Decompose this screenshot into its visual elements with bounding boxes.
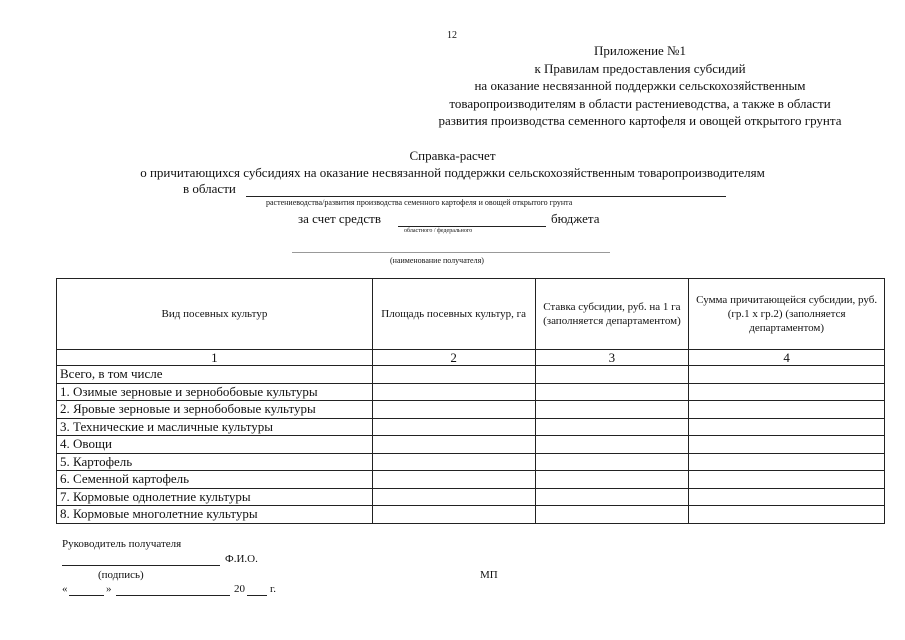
row-label: 5. Картофель (57, 453, 373, 471)
header-rate: Ставка субсидии, руб. на 1 га (заполняется департаментом) (535, 279, 689, 350)
rate-cell[interactable] (535, 366, 689, 384)
signature-field[interactable] (62, 554, 220, 566)
sum-cell[interactable] (689, 383, 885, 401)
sum-cell[interactable] (689, 436, 885, 454)
title-subheading: о причитающихся субсидиях на оказание несвязанной поддержки сельскохозяйственным товаропроизводителям (140, 165, 765, 180)
date-close-quote: » (106, 583, 112, 595)
annex-line: к Правилам предоставления субсидий (534, 60, 746, 76)
sum-cell[interactable] (689, 471, 885, 489)
year-suffix: г. (270, 583, 277, 595)
day-field[interactable] (69, 583, 104, 596)
annex-line: на оказание несвязанной поддержки сельскохозяйственным (474, 78, 806, 93)
rate-cell[interactable] (535, 506, 689, 524)
area-cell[interactable] (372, 366, 535, 384)
rate-cell[interactable] (535, 453, 689, 471)
table-row (57, 453, 885, 471)
header-crop-type: Вид посевных культур (57, 279, 373, 350)
rate-cell[interactable] (535, 436, 689, 454)
column-number: 1 (57, 350, 373, 366)
table-row (57, 436, 885, 454)
table-row (57, 418, 885, 436)
column-number: 3 (535, 350, 689, 366)
rate-cell[interactable] (535, 471, 689, 489)
column-number-row (57, 350, 885, 366)
table-row (57, 506, 885, 524)
annex-line: товаропроизводителям в области растениеводства, а также в области (449, 95, 831, 111)
rate-cell[interactable] (535, 401, 689, 419)
area-cell[interactable] (372, 471, 535, 489)
annex-line: Приложение №1 (594, 43, 686, 58)
year-field[interactable] (247, 583, 267, 596)
rate-cell[interactable] (535, 418, 689, 436)
table-row (57, 488, 885, 506)
area-cell[interactable] (372, 506, 535, 524)
row-label: 2. Яровые зерновые и зернобобовые культуры (57, 401, 373, 419)
region-label: в области (183, 181, 236, 196)
budget-suffix: бюджета (551, 211, 600, 226)
budget-hint: областного / федерального (404, 228, 473, 234)
sum-cell[interactable] (689, 506, 885, 524)
header-sum: Сумма причитающейся субсидии, руб. (гр.1 х гр.2) (заполняется департаментом) (689, 279, 885, 350)
row-label: 7. Кормовые однолетние культуры (57, 488, 373, 506)
table-row (57, 471, 885, 489)
area-cell[interactable] (372, 401, 535, 419)
sum-cell[interactable] (689, 453, 885, 471)
area-cell[interactable] (372, 488, 535, 506)
annex-line: развития производства семенного картофеля и овощей открытого грунта (438, 113, 842, 128)
budget-prefix: за счет средств (298, 211, 381, 226)
year-prefix: 20 (234, 583, 245, 595)
date-open-quote: « (62, 583, 68, 595)
area-cell[interactable] (372, 418, 535, 436)
region-hint: растениеводства/развития производства семенного картофеля и овощей открытого грунта (266, 198, 573, 207)
rate-cell[interactable] (535, 383, 689, 401)
table-row (57, 401, 885, 419)
row-label: 1. Озимые зерновые и зернобобовые культуры (57, 383, 373, 401)
title-heading: Справка-расчет (409, 148, 496, 163)
annex-block (380, 42, 900, 130)
sum-cell[interactable] (689, 366, 885, 384)
table-row (57, 383, 885, 401)
row-label: 4. Овощи (57, 436, 373, 454)
row-label: 3. Технические и масличные культуры (57, 418, 373, 436)
sum-cell[interactable] (689, 418, 885, 436)
recipient-field[interactable] (292, 238, 610, 253)
header-area: Площадь посевных культур, га (372, 279, 535, 350)
month-field[interactable] (116, 583, 230, 596)
table-row (57, 366, 885, 384)
sum-cell[interactable] (689, 401, 885, 419)
row-label: 8. Кормовые многолетние культуры (57, 506, 373, 524)
page-number: 12 (447, 30, 457, 41)
column-number: 2 (372, 350, 535, 366)
region-field[interactable] (246, 182, 726, 197)
column-number: 4 (689, 350, 885, 366)
budget-field[interactable] (398, 212, 546, 227)
subsidy-table (56, 278, 885, 524)
table-header-row (57, 279, 885, 350)
recipient-hint: (наименование получателя) (390, 256, 484, 265)
area-cell[interactable] (372, 383, 535, 401)
sum-cell[interactable] (689, 488, 885, 506)
fio-label: Ф.И.О. (225, 553, 258, 565)
row-label: 6. Семенной картофель (57, 471, 373, 489)
area-cell[interactable] (372, 436, 535, 454)
rate-cell[interactable] (535, 488, 689, 506)
stamp-label: МП (480, 569, 498, 581)
row-label: Всего, в том числе (57, 366, 373, 384)
document-title (0, 147, 905, 181)
head-label: Руководитель получателя (62, 538, 182, 550)
signature-hint: (подпись) (98, 569, 144, 581)
area-cell[interactable] (372, 453, 535, 471)
